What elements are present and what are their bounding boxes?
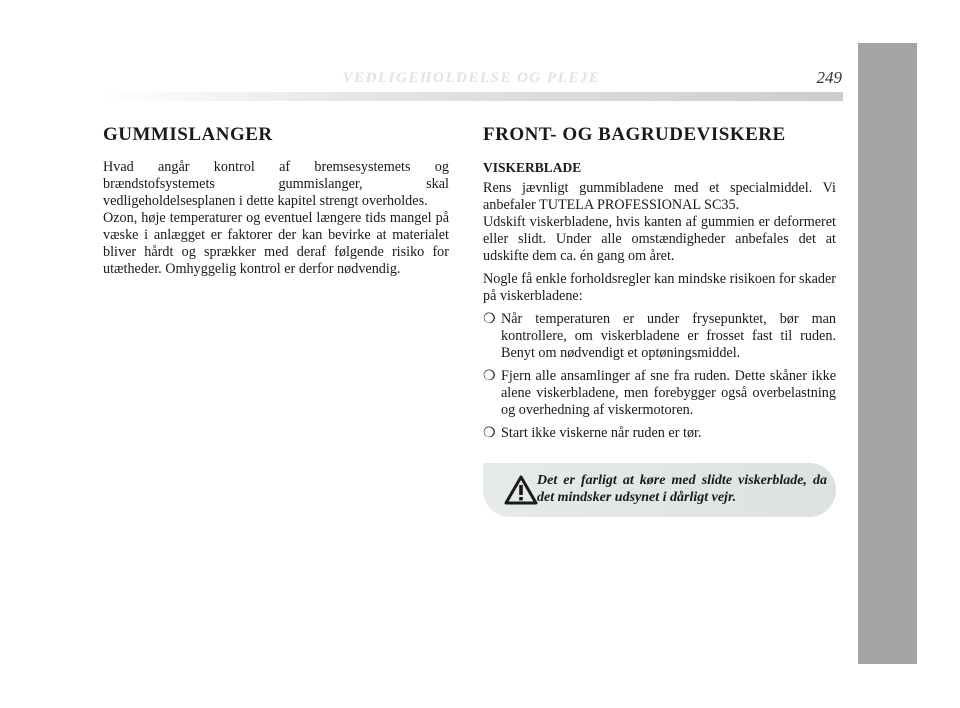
- list-item: [483, 311, 836, 362]
- running-title: VEDLIGEHOLDELSE OG PLEJE: [342, 70, 601, 86]
- list-item-text: Når temperaturen er under frysepunktet, bør man kontrollere, om viskerbladene er frosset fast til ruden. Benyt om nødvendigt et optøningsmiddel.: [501, 311, 836, 361]
- subheading-viskerblade: VISKERBLADE: [483, 160, 582, 175]
- list-item: [483, 368, 836, 419]
- bullet-list: [483, 311, 836, 442]
- header-rule: [100, 92, 843, 101]
- list-item-text: Fjern alle ansamlinger af sne fra ruden. Dette skåner ikke alene viskerbladene, men forebygger også overbelastning og overhedning af viskermotoren.: [501, 368, 836, 418]
- list-item: [483, 425, 836, 442]
- bullet-circle-icon: ❍: [483, 369, 496, 384]
- paragraph: Hvad angår kontrol af bremsesystemets og brændstofsystemets gummislanger, skal vedligeholdelsesplanen i dette kapitel strengt overholdes.: [103, 159, 449, 209]
- warning-box: [483, 463, 836, 517]
- page-number: 249: [816, 68, 842, 87]
- paragraph: Rens jævnligt gummibladene med et specialmiddel. Vi anbefaler TUTELA PROFESSIONAL SC35.: [483, 180, 836, 213]
- list-item-text: Start ikke viskerne når ruden er tør.: [501, 425, 702, 441]
- section-heading-gummislanger: GUMMISLANGER: [103, 124, 273, 145]
- left-column: [103, 123, 449, 278]
- paragraph: Nogle få enkle forholdsregler kan mindske risikoen for skader på viskerbladene:: [483, 271, 836, 304]
- paragraph: Udskift viskerbladene, hvis kanten af gummien er deformeret eller slidt. Under alle omstændigheder anbefales det at udskifte dem ca. én gang om året.: [483, 214, 836, 264]
- side-tab-band: [858, 43, 917, 664]
- bullet-circle-icon: ❍: [483, 426, 496, 441]
- paragraph: Ozon, høje temperaturer og eventuel længere tids mangel på væske i anlægget er faktorer der kan bevirke at materialet bliver hårdt og sprækker med deraf følgende risiko for utætheder. Omhyggelig kontrol er derfor nødvendig.: [103, 210, 449, 277]
- right-column: [483, 123, 836, 448]
- bullet-circle-icon: ❍: [483, 312, 496, 327]
- warning-triangle-icon: [504, 475, 538, 505]
- section-heading-viskere: FRONT- OG BAGRUDEVISKERE: [483, 124, 786, 145]
- warning-text: Det er farligt at køre med slidte viskerblade, da det mindsker udsynet i dårligt vejr.: [537, 473, 827, 505]
